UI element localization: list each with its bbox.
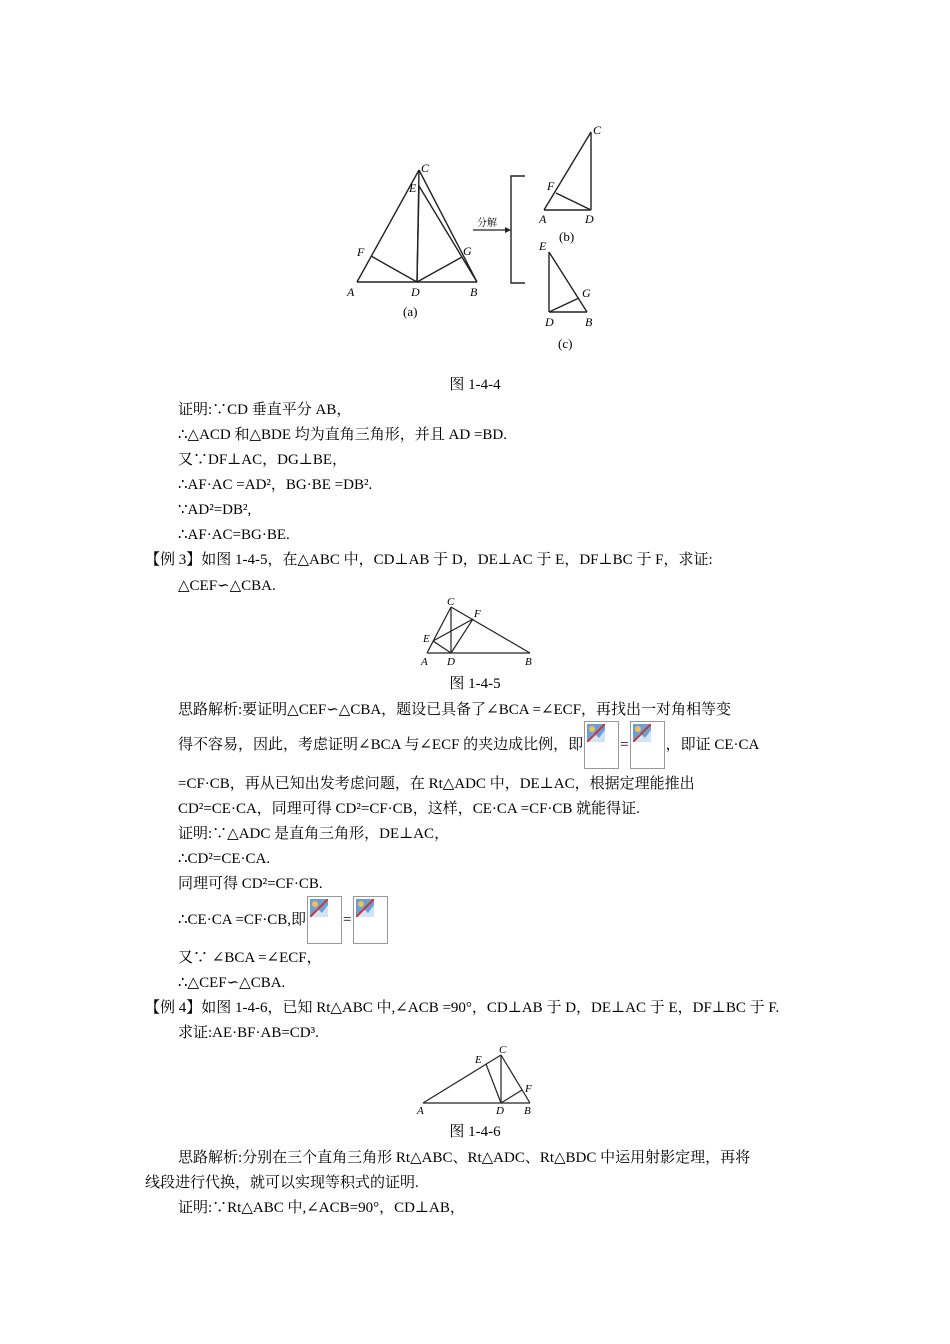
label-146-C: C <box>499 1044 507 1056</box>
label-E: E <box>409 181 417 195</box>
proof-3-line-4-text: ∴CE·CA =CF·CB,即 <box>178 912 307 928</box>
caption-1-4-4: 图 1-4-4 <box>449 377 501 393</box>
sublabel-a: (a) <box>403 304 418 319</box>
figure-c-lines <box>549 252 587 312</box>
analysis-line-2 <box>178 720 759 770</box>
label-c-E: E <box>539 239 547 253</box>
label-C: C <box>421 161 430 175</box>
label-B: B <box>470 285 478 299</box>
analysis-line-2-tail: ，即证 CE·CA <box>665 737 760 753</box>
label-146-E: E <box>475 1054 482 1066</box>
seg-EB <box>419 186 477 282</box>
label-D: D <box>411 285 420 299</box>
label-c-G: G <box>582 286 591 300</box>
sublabel-b: (b) <box>559 229 575 244</box>
fraction-image-placeholder <box>353 896 388 944</box>
proof-3-line-2: ∴CD²=CE·CA. <box>178 851 271 867</box>
figure-1-4-6 <box>413 1043 543 1118</box>
label-c-D: D <box>545 315 554 329</box>
label-146-D: D <box>496 1105 504 1117</box>
equals-sign: = <box>620 737 629 753</box>
caption-1-4-5: 图 1-4-5 <box>449 676 501 692</box>
analysis-line-2-text: 得不容易，因此，考虑证明∠BCA 与∠ECF 的夹边成比例，即 <box>178 737 584 753</box>
label-145-A: A <box>421 656 428 668</box>
arrow-label: 分解 <box>477 218 497 229</box>
fraction-image-placeholder <box>584 721 619 769</box>
analysis-4-line-2: 线段进行代换，就可以实现等积式的证明. <box>145 1175 419 1191</box>
figure-1-4-4 <box>335 120 625 360</box>
proof-3-line-4 <box>178 895 389 945</box>
proof-line-4: ∴AF·AC =AD²，BG·BE =DB². <box>178 477 373 493</box>
proof-line-5: ∵AD²=DB², <box>178 502 252 518</box>
label-c-B: B <box>585 315 593 329</box>
caption-1-4-6: 图 1-4-6 <box>449 1124 501 1140</box>
label-F: F <box>357 245 365 259</box>
fraction-image-placeholder <box>307 896 342 944</box>
label-145-C: C <box>447 596 455 608</box>
analysis-line-1: 思路解析:要证明△CEF∽△CBA，题设已具备了∠BCA =∠ECF，再找出一对角相等变 <box>178 702 732 718</box>
seg-DE <box>417 186 419 282</box>
proof-line-6: ∴AF·AC=BG·BE. <box>178 527 290 543</box>
bracket <box>511 176 525 283</box>
figure-a-lines <box>357 170 477 282</box>
proof-3-line-1: 证明:∵△ADC 是直角三角形，DE⊥AC， <box>178 826 450 842</box>
proof-line-1: 证明:∵CD 垂直平分 AB， <box>178 402 352 418</box>
arrow-head <box>505 227 511 233</box>
label-146-B: B <box>524 1105 531 1117</box>
label-145-D: D <box>447 656 455 668</box>
label-b-F: F <box>547 179 555 193</box>
label-146-F: F <box>525 1083 532 1095</box>
analysis-line-3: =CF·CB，再从已知出发考虑问题，在 Rt△ADC 中，DE⊥AC，根据定理能推出 <box>178 776 695 792</box>
fraction-image-placeholder <box>630 721 665 769</box>
label-146-A: A <box>417 1105 424 1117</box>
seg-DF <box>371 256 417 282</box>
seg-DG <box>417 257 462 282</box>
analysis-line-4: CD²=CE·CA，同理可得 CD²=CF·CB，这样，CE·CA =CF·CB 就能得证. <box>178 801 640 817</box>
analysis-4-line-1: 思路解析:分别在三个直角三角形 Rt△ABC、Rt△ADC、Rt△BDC 中运用射影定理，再将 <box>178 1150 751 1166</box>
label-A: A <box>347 285 355 299</box>
equals-sign: = <box>343 912 352 928</box>
label-G: G <box>463 244 472 258</box>
proof-line-2: ∴△ACD 和△BDE 均为直角三角形，并且 AD =BD. <box>178 427 507 443</box>
proof-3-line-3: 同理可得 CD²=CF·CB. <box>178 876 323 892</box>
label-145-E: E <box>423 633 430 645</box>
proof-4-line-1: 证明:∵Rt△ABC 中,∠ACB=90°，CD⊥AB， <box>178 1200 465 1216</box>
example-4-line-1: 【例 4】如图 1-4-6，已知 Rt△ABC 中,∠ACB =90°，CD⊥AB 于 D，DE⊥AC 于 E，DF⊥BC 于 F. <box>145 1000 780 1016</box>
proof-line-3: 又∵DF⊥AC，DG⊥BE， <box>178 452 348 468</box>
label-145-F: F <box>474 608 481 620</box>
label-b-D: D <box>585 212 594 226</box>
label-b-C: C <box>593 123 602 137</box>
example-3-line-1: 【例 3】如图 1-4-5，在△ABC 中，CD⊥AB 于 D，DE⊥AC 于 E，DF⊥BC 于 F，求证: <box>145 552 713 568</box>
sublabel-c: (c) <box>558 336 573 351</box>
proof-3-line-6: ∴△CEF∽△CBA. <box>178 975 286 991</box>
example-4-line-2: 求证:AE·BF·AB=CD³. <box>178 1025 319 1041</box>
figure-1-4-5 <box>415 595 540 670</box>
proof-3-line-5: 又∵ ∠BCA =∠ECF， <box>178 950 322 966</box>
label-b-A: A <box>539 212 547 226</box>
figure-b-lines <box>544 132 591 210</box>
label-145-B: B <box>525 656 532 668</box>
example-3-line-2: △CEF∽△CBA. <box>178 578 276 594</box>
